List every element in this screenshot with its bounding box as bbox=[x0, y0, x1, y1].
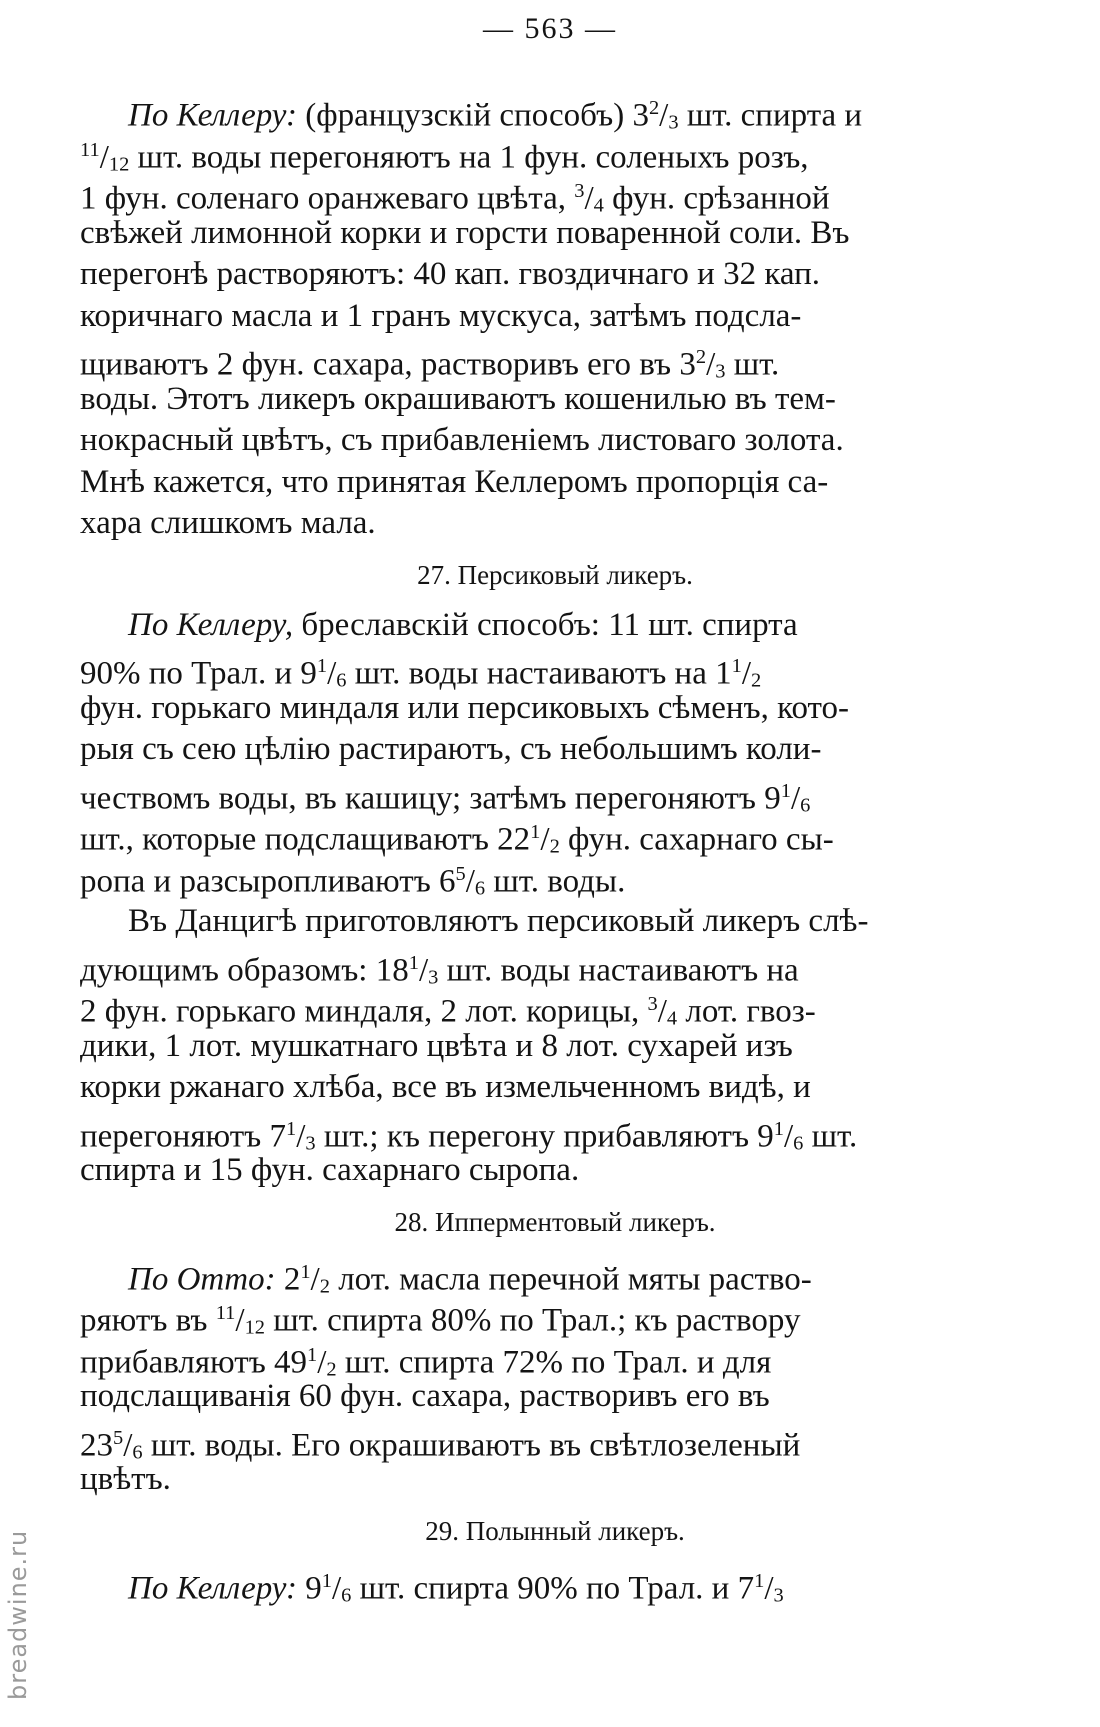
fraction-slash: / bbox=[659, 97, 669, 134]
section-heading-27: 27. Персиковый ликеръ. bbox=[417, 559, 693, 590]
fraction-slash: / bbox=[327, 655, 337, 692]
fraction-denominator: 12 bbox=[244, 1316, 266, 1339]
fraction-slash: / bbox=[123, 1426, 133, 1463]
text-run: шт. bbox=[725, 346, 780, 383]
text-line: спирта и 15 фун. сахарнаго сыропа. bbox=[80, 1152, 580, 1188]
text-line bbox=[80, 1109, 1030, 1154]
fraction-denominator: 2 bbox=[326, 1357, 337, 1380]
text-run: 2 bbox=[275, 1260, 301, 1297]
fraction-denominator: 3 bbox=[715, 360, 726, 383]
fraction-slash: / bbox=[741, 655, 751, 692]
fraction-denominator: 6 bbox=[793, 1131, 804, 1154]
fraction-slash: / bbox=[657, 993, 667, 1030]
text-run: 2 фун. горькаго миндаля, 2 лот. корицы, bbox=[80, 993, 648, 1030]
text-run: прибавляютъ 49 bbox=[80, 1343, 308, 1380]
text-run: лот. масла перечной мяты раство- bbox=[329, 1260, 812, 1297]
text-line: корки ржанаго хлѣба, все въ измельченномъ видѣ, и bbox=[80, 1069, 811, 1105]
fraction-denominator: 3 bbox=[773, 1583, 784, 1606]
fraction-denominator: 6 bbox=[336, 669, 347, 692]
text-line bbox=[80, 130, 1030, 175]
text-line bbox=[80, 1561, 1030, 1606]
fraction-denominator: 12 bbox=[108, 152, 130, 175]
text-run: 23 bbox=[80, 1426, 113, 1463]
fraction-numerator: 1 bbox=[300, 1260, 311, 1283]
text-run: дующимъ образомъ: 18 bbox=[80, 951, 409, 988]
text-line bbox=[80, 984, 1030, 1030]
fraction-denominator: 6 bbox=[341, 1583, 352, 1606]
text-line: перегонѣ растворяютъ: 40 кап. гвоздичнаго и 32 кап. bbox=[80, 256, 820, 292]
text-run: шт. воды настаиваютъ на bbox=[438, 951, 799, 988]
text-run: фун. срѣзанной bbox=[603, 180, 830, 217]
text-line: рыя съ сею цѣлію растираютъ, съ небольшимъ коли- bbox=[80, 731, 822, 767]
fraction-numerator: 1 bbox=[321, 1569, 332, 1592]
text-line: подслащиванія 60 фун. сахара, растворивъ его въ bbox=[80, 1378, 770, 1414]
text-line: Мнѣ кажется, что принятая Келлеромъ пропорція са- bbox=[80, 463, 829, 500]
fraction-numerator: 1 bbox=[754, 1569, 765, 1592]
fraction-numerator: 1 bbox=[408, 951, 419, 974]
text-line bbox=[80, 943, 1030, 988]
text-line bbox=[80, 171, 1030, 217]
text-line bbox=[80, 1293, 1030, 1339]
text-line: свѣжей лимонной корки и горсти поваренной соли. Въ bbox=[80, 214, 850, 251]
fraction-numerator: 3 bbox=[647, 993, 658, 1015]
section-heading-28: 28. Ипперментовый ликеръ. bbox=[394, 1206, 716, 1237]
fraction-numerator: 5 bbox=[455, 862, 466, 885]
fraction-denominator: 3 bbox=[428, 965, 439, 988]
text-line: цвѣтъ. bbox=[80, 1461, 171, 1497]
paragraph-keller-wormwood bbox=[80, 1561, 1030, 1606]
text-line: воды. Этотъ ликеръ окрашиваютъ кошенилью въ тем- bbox=[80, 380, 836, 417]
text-line bbox=[80, 812, 1030, 858]
text-line: нокрасный цвѣтъ, съ прибавленіемъ листоваго золота. bbox=[80, 422, 844, 458]
text-run: ряютъ въ bbox=[80, 1302, 216, 1339]
text-run: чествомъ воды, въ кашицу; затѣмъ перегоняютъ 9 bbox=[80, 779, 781, 816]
text-line bbox=[80, 88, 1030, 134]
text-line: коричнаго масла и 1 гранъ мускуса, затѣмъ подсла- bbox=[80, 297, 802, 334]
text-line: фун. горькаго миндаля или персиковыхъ сѣменъ, кото- bbox=[80, 689, 849, 726]
page-body bbox=[80, 88, 1030, 1606]
text-line bbox=[80, 1335, 1030, 1380]
paragraph-danzig bbox=[80, 901, 1030, 1192]
text-run: шт., которые подслащиваютъ 22 bbox=[80, 821, 531, 858]
fraction-numerator: 11 bbox=[215, 1302, 236, 1324]
text-line: хара слишкомъ мала. bbox=[80, 505, 376, 541]
text-run: шт. воды перегоняютъ на 1 фун. соленыхъ розъ, bbox=[129, 138, 809, 175]
fraction-numerator: 1 bbox=[731, 655, 742, 677]
text-line bbox=[80, 337, 1030, 383]
fraction-numerator: 11 bbox=[80, 138, 100, 161]
text-run: 9 bbox=[297, 1569, 322, 1606]
text-run: 1 фун. соленаго оранжеваго цвѣта, bbox=[80, 180, 575, 217]
text-run: (французскій способъ) 3 bbox=[297, 97, 649, 134]
text-run: шт. воды. Его окрашиваютъ въ свѣтлозеленый bbox=[142, 1426, 801, 1463]
text-run: перегоняютъ 7 bbox=[80, 1117, 286, 1154]
fraction-numerator: 1 bbox=[285, 1117, 297, 1140]
fraction-slash: / bbox=[310, 1260, 320, 1297]
author-reference: По Келлеру: bbox=[128, 1569, 298, 1606]
author-reference: По Келлеру: bbox=[128, 97, 298, 134]
text-run: шт. спирта 72% по Трал. и для bbox=[336, 1343, 772, 1380]
fraction-denominator: 4 bbox=[666, 1007, 678, 1030]
fraction-slash: / bbox=[706, 346, 716, 383]
paragraph-keller-breslau bbox=[80, 605, 1030, 899]
text-line: дики, 1 лот. мушкатнаго цвѣта и 8 лот. сухарей изъ bbox=[80, 1027, 793, 1064]
fraction-denominator: 2 bbox=[751, 669, 762, 692]
fraction-slash: / bbox=[296, 1117, 306, 1154]
fraction-denominator: 3 bbox=[305, 1131, 316, 1154]
fraction-slash: / bbox=[465, 862, 475, 899]
fraction-denominator: 2 bbox=[549, 835, 560, 858]
fraction-denominator: 2 bbox=[319, 1274, 330, 1297]
text-run: шт. спирта 80% по Трал.; къ раствору bbox=[265, 1302, 801, 1339]
site-watermark: breadwine.ru bbox=[4, 1529, 32, 1700]
section-heading-29: 29. Полынный ликеръ. bbox=[425, 1515, 685, 1546]
text-run: щиваютъ 2 фун. сахара, растворивъ его въ 3 bbox=[80, 346, 696, 383]
text-line bbox=[80, 646, 1030, 692]
text-line: Въ Данцигѣ приготовляютъ персиковый ликеръ слѣ- bbox=[128, 903, 869, 939]
fraction-numerator: 2 bbox=[648, 97, 660, 119]
fraction-slash: / bbox=[418, 951, 429, 988]
text-line bbox=[80, 771, 1030, 816]
fraction-slash: / bbox=[790, 779, 801, 816]
text-run: шт. спирта 90% по Трал. и 7 bbox=[351, 1569, 755, 1606]
fraction-denominator: 6 bbox=[800, 793, 811, 816]
text-run: по Трал. и 9 bbox=[140, 655, 317, 692]
fraction-numerator: 1 bbox=[316, 655, 328, 677]
text-line bbox=[80, 854, 1030, 899]
fraction-numerator: 2 bbox=[695, 346, 707, 368]
fraction-denominator: 3 bbox=[668, 111, 679, 134]
text-run: шт. воды. bbox=[485, 862, 626, 899]
fraction-slash: / bbox=[540, 821, 550, 858]
fraction-numerator: 1 bbox=[307, 1343, 318, 1366]
page-number: — 563 — bbox=[483, 12, 617, 45]
text-run: 90% bbox=[80, 655, 141, 692]
paragraph-otto bbox=[80, 1252, 1030, 1501]
fraction-slash: / bbox=[331, 1569, 342, 1606]
text-run: лот. гвоз- bbox=[677, 993, 816, 1030]
fraction-numerator: 1 bbox=[773, 1117, 784, 1140]
fraction-numerator: 3 bbox=[574, 180, 585, 202]
text-line bbox=[80, 605, 1030, 647]
fraction-slash: / bbox=[317, 1343, 327, 1380]
author-reference: По Келлеру, bbox=[128, 606, 294, 643]
fraction-denominator: 6 bbox=[132, 1440, 143, 1463]
text-line bbox=[80, 1252, 1030, 1297]
text-run: бреславскій способъ: 11 шт. спирта bbox=[293, 606, 798, 643]
fraction-slash: / bbox=[99, 138, 109, 175]
text-run: шт. спирта и bbox=[678, 97, 863, 134]
text-run: ропа и разсыропливаютъ 6 bbox=[80, 862, 456, 899]
text-run: шт.; къ перегону прибавляютъ 9 bbox=[315, 1117, 774, 1154]
fraction-denominator: 6 bbox=[474, 876, 486, 899]
paragraph-keller-french bbox=[80, 88, 1030, 545]
text-line bbox=[80, 1418, 1030, 1463]
text-run: шт. bbox=[803, 1117, 858, 1154]
fraction-slash: / bbox=[764, 1569, 774, 1606]
fraction-numerator: 1 bbox=[780, 779, 791, 802]
text-run: фун. сахарнаго сы- bbox=[559, 821, 834, 858]
author-reference: По Отто: bbox=[128, 1260, 276, 1297]
fraction-slash: / bbox=[235, 1302, 245, 1339]
fraction-slash: / bbox=[584, 180, 594, 217]
text-run: шт. воды настаиваютъ на 1 bbox=[346, 655, 732, 692]
fraction-slash: / bbox=[784, 1117, 794, 1154]
fraction-numerator: 1 bbox=[530, 821, 541, 843]
fraction-numerator: 5 bbox=[113, 1426, 124, 1449]
fraction-denominator: 4 bbox=[593, 194, 604, 217]
